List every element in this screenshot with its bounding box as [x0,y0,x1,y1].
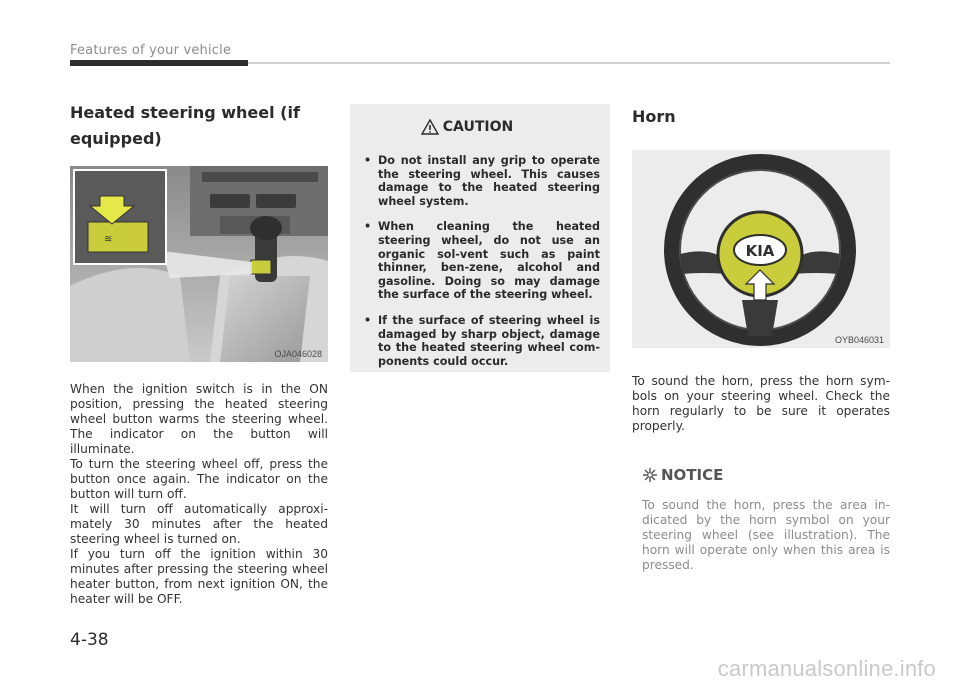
steering-wheel-illustration [632,150,890,348]
heated-steering-figure-code: OJA046028 [274,349,322,359]
console-illustration [70,166,328,362]
notice-text: To sound the horn, press the area in-dicated by the horn symbol on your steering wheel (see illustration). The horn will operate only when this area is pressed. [642,498,890,572]
horn-figure-code: OYB046031 [834,335,884,345]
heated-steering-title: Heated steering wheel (if equipped) [70,103,300,148]
svg-text:≋: ≋ [104,234,113,245]
header-section-label: Features of your vehicle [70,43,232,58]
caution-list [364,154,600,368]
heated-steering-section [70,100,328,607]
notice-star-icon [642,467,658,483]
horn-body: To sound the horn, press the horn sym-bols on your steering wheel. Check the horn regularly to be sure it operates properly. [632,374,890,433]
caution-header [334,114,600,140]
caution-item: • Do not install any grip to operate the steering wheel. This causes damage to the heated steering wheel system. [364,154,600,208]
horn-figure [632,150,890,348]
caution-box [350,104,610,372]
heated-steering-body [70,382,328,607]
paragraph: It will turn off automatically approxi-mately 30 minutes after the heated steering wheel is turned on. [70,502,328,546]
caution-item: • If the surface of steering wheel is damaged by sharp object, damage to the heated steering wheel com-ponents could occur. [364,313,600,368]
warning-triangle-icon [421,119,439,135]
caution-title: CAUTION [442,119,514,135]
notice-header [632,464,890,486]
paragraph: To turn the steering wheel off, press the button once again. The indicator on the button will turn off. [70,457,328,501]
paragraph: When the ignition switch is in the ON position, pressing the heated steering wheel button warms the steering wheel. The indicator on the button will illuminate. [70,382,328,456]
header-rule [248,62,890,64]
page-number: 4-38 [70,630,109,650]
horn-title: Horn [632,107,676,126]
kia-logo: KIA [745,242,775,260]
heated-steering-figure [70,166,328,362]
paragraph: If you turn off the ignition within 30 minutes after pressing the steering wheel heater button, from next ignition ON, the heater will be OFF. [70,547,328,606]
caution-item: • When cleaning the heated steering wheel, do not use an organic sol-vent such as paint thinner, ben-zene, alcohol and gasoline. Doing so may damage the surface of the steering wheel. [364,220,600,302]
horn-section [632,100,890,573]
watermark: carmanualsonline.info [717,656,936,681]
header-bar [70,60,248,66]
notice-title: NOTICE [661,466,724,484]
